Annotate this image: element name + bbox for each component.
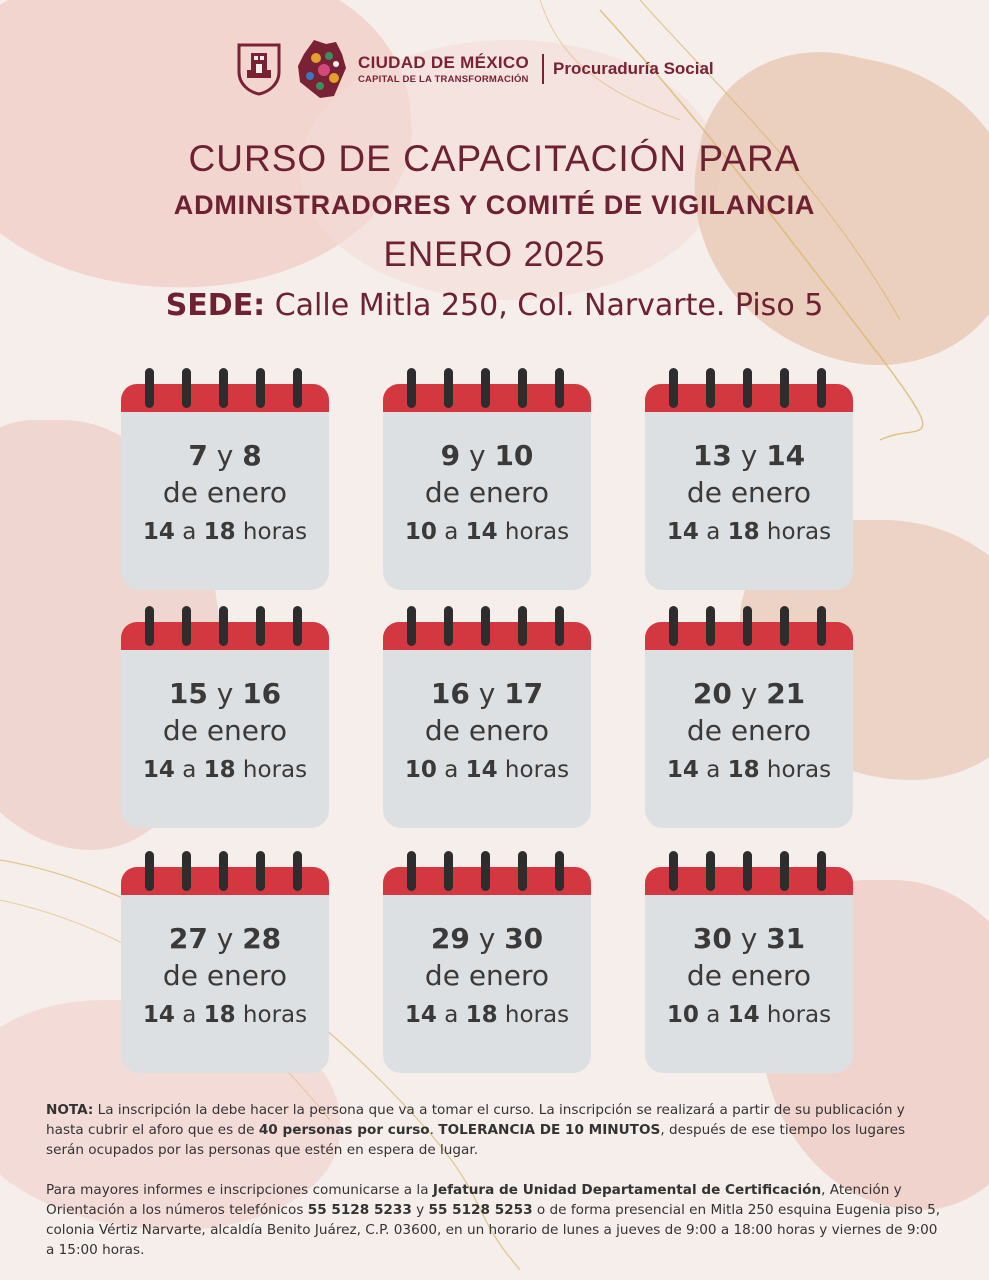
day-joiner: y — [469, 677, 505, 710]
day-end: 10 — [494, 439, 534, 472]
day-start: 30 — [692, 922, 732, 955]
session-hours — [383, 750, 591, 790]
calendar-ring — [518, 851, 527, 891]
day-joiner: y — [207, 439, 243, 472]
session-days — [383, 438, 591, 474]
calendar-ring — [743, 606, 752, 646]
calendar-ring — [743, 851, 752, 891]
info-text: y — [411, 1202, 429, 1218]
session-hours — [383, 512, 591, 552]
hours-label: horas — [235, 757, 308, 783]
session-days — [645, 438, 853, 474]
hour-end: 14 — [465, 519, 498, 545]
hour-start: 10 — [666, 1002, 699, 1028]
calendar-ring — [743, 368, 752, 408]
calendar-ring — [780, 851, 789, 891]
calendar-ring — [182, 606, 191, 646]
calendar-ring — [669, 368, 678, 408]
session-month: de enero — [686, 714, 812, 747]
calendar-ring — [444, 606, 453, 646]
info-text: , Atención y Orientación a los números telefónicos — [46, 1182, 902, 1218]
hours-label: horas — [759, 519, 832, 545]
calendar-ring — [407, 368, 416, 408]
hour-start: 14 — [666, 519, 699, 545]
hour-joiner: a — [436, 519, 466, 545]
department-name: Procuraduría Social — [553, 59, 714, 78]
day-joiner: y — [731, 439, 767, 472]
info-text: o de forma presencial en Mitla 250 esquina Eugenia piso 5, colonia Vértiz Narvarte, alcaldía Benito Juárez, C.P. 03600, en un horario de lunes a jueves de 9:00 a 18:00 horas y viernes de 9:00 a 15:00 horas. — [46, 1202, 941, 1258]
hour-joiner: a — [436, 1002, 466, 1028]
calendar-ring — [219, 851, 228, 891]
hours-label: horas — [235, 1002, 308, 1028]
note-text: La inscripción la debe hacer la persona que va a tomar el curso. La inscripción se realizará a partir de su publicación y hasta cubrir el aforo que es de — [46, 1102, 905, 1138]
calendar-ring — [293, 368, 302, 408]
calendar-ring — [444, 851, 453, 891]
session-month: de enero — [162, 714, 288, 747]
session-details — [645, 438, 853, 552]
info-phone-2: 55 5128 5253 — [428, 1202, 533, 1218]
calendar-ring — [706, 606, 715, 646]
session-hours — [645, 512, 853, 552]
hour-start: 14 — [404, 1002, 437, 1028]
venue-label: SEDE: — [165, 288, 266, 323]
hour-start: 10 — [404, 757, 437, 783]
hour-end: 14 — [465, 757, 498, 783]
calendar-ring — [518, 368, 527, 408]
calendar-ring — [256, 606, 265, 646]
day-end: 30 — [504, 922, 544, 955]
calendar-ring — [145, 606, 154, 646]
note-label: NOTA: — [46, 1102, 94, 1118]
calendar-ring — [444, 368, 453, 408]
hours-label: horas — [759, 1002, 832, 1028]
day-joiner: y — [460, 439, 495, 472]
title-line-2: ADMINISTRADORES Y COMITÉ DE VIGILANCIA — [173, 190, 816, 220]
venue-address: Calle Mitla 250, Col. Narvarte. Piso 5 — [265, 288, 824, 323]
session-hours — [645, 750, 853, 790]
cdmx-shield-icon — [236, 42, 282, 96]
calendar-ring — [219, 368, 228, 408]
calendar-card — [645, 606, 853, 828]
hour-end: 18 — [727, 757, 760, 783]
hours-label: horas — [497, 757, 570, 783]
session-details — [645, 676, 853, 790]
title-month: ENERO 2025 — [383, 235, 606, 274]
hours-label: horas — [497, 1002, 570, 1028]
day-joiner: y — [207, 677, 243, 710]
note-tolerance: TOLERANCIA DE 10 MINUTOS — [438, 1122, 661, 1138]
day-end: 28 — [242, 922, 282, 955]
hour-joiner: a — [698, 1002, 728, 1028]
session-hours — [121, 750, 329, 790]
session-hours — [121, 512, 329, 552]
note-text: , después de ese tiempo los lugares serán ocupados por las personas que estén en espera de lugar. — [46, 1122, 906, 1158]
calendar-ring — [219, 606, 228, 646]
session-month: de enero — [686, 959, 812, 992]
session-details — [383, 676, 591, 790]
contact-info — [46, 1180, 944, 1260]
calendar-card — [645, 368, 853, 590]
calendar-ring — [518, 606, 527, 646]
day-joiner: y — [731, 922, 767, 955]
hour-joiner: a — [436, 757, 466, 783]
calendar-ring — [669, 851, 678, 891]
calendar-card — [383, 368, 591, 590]
day-start: 20 — [692, 677, 732, 710]
calendar-ring — [256, 368, 265, 408]
info-department: Jefatura de Unidad Departamental de Certificación — [432, 1182, 822, 1198]
hour-joiner: a — [174, 757, 204, 783]
day-start: 9 — [440, 439, 461, 472]
session-days — [383, 676, 591, 712]
day-joiner: y — [207, 922, 243, 955]
calendar-card — [121, 851, 329, 1073]
cdmx-map-logo-icon — [296, 38, 348, 100]
day-start: 29 — [430, 922, 470, 955]
calendar-card — [645, 851, 853, 1073]
hour-joiner: a — [174, 519, 204, 545]
hours-label: horas — [497, 519, 570, 545]
brand-title: CIUDAD DE MÉXICO — [358, 53, 530, 72]
session-hours — [383, 995, 591, 1035]
calendar-ring — [293, 606, 302, 646]
calendar-ring — [780, 606, 789, 646]
day-joiner: y — [731, 677, 767, 710]
header-divider — [542, 54, 544, 84]
calendar-ring — [669, 606, 678, 646]
hour-end: 18 — [727, 519, 760, 545]
session-details — [121, 438, 329, 552]
calendar-ring — [481, 851, 490, 891]
calendar-ring — [817, 851, 826, 891]
hour-end: 18 — [203, 757, 236, 783]
info-phone-1: 55 5128 5233 — [307, 1202, 412, 1218]
registration-note — [46, 1100, 944, 1160]
calendar-ring — [481, 606, 490, 646]
session-details — [121, 676, 329, 790]
day-start: 27 — [168, 922, 208, 955]
session-details — [121, 921, 329, 1035]
brand-subtitle: CAPITAL DE LA TRANSFORMACIÓN — [358, 74, 529, 85]
calendar-card — [383, 606, 591, 828]
session-details — [383, 438, 591, 552]
day-start: 13 — [692, 439, 732, 472]
session-hours — [645, 995, 853, 1035]
session-days — [645, 921, 853, 957]
calendar-ring — [706, 368, 715, 408]
calendar-card — [121, 606, 329, 828]
calendar-ring — [817, 606, 826, 646]
day-end: 14 — [766, 439, 806, 472]
calendar-ring — [780, 368, 789, 408]
hour-start: 10 — [404, 519, 437, 545]
day-end: 31 — [766, 922, 806, 955]
hour-joiner: a — [698, 757, 728, 783]
calendar-ring — [706, 851, 715, 891]
day-end: 16 — [242, 677, 282, 710]
session-month: de enero — [424, 476, 550, 509]
session-month: de enero — [162, 959, 288, 992]
hour-start: 14 — [666, 757, 699, 783]
day-start: 15 — [168, 677, 208, 710]
day-start: 16 — [430, 677, 470, 710]
session-month: de enero — [424, 959, 550, 992]
day-joiner: y — [469, 922, 505, 955]
calendar-card — [383, 851, 591, 1073]
session-details — [645, 921, 853, 1035]
note-text: . — [429, 1122, 439, 1138]
calendar-ring — [182, 368, 191, 408]
session-month: de enero — [162, 476, 288, 509]
session-days — [121, 921, 329, 957]
calendar-ring — [555, 606, 564, 646]
day-start: 7 — [188, 439, 208, 472]
venue — [0, 288, 989, 323]
title-line-1: CURSO DE CAPACITACIÓN PARA — [188, 138, 801, 179]
session-days — [121, 676, 329, 712]
hour-end: 18 — [203, 1002, 236, 1028]
header — [236, 38, 714, 100]
session-month: de enero — [424, 714, 550, 747]
calendar-ring — [182, 851, 191, 891]
hour-end: 18 — [203, 519, 236, 545]
hour-joiner: a — [174, 1002, 204, 1028]
calendar-ring — [256, 851, 265, 891]
calendar-ring — [145, 368, 154, 408]
hour-start: 14 — [142, 519, 175, 545]
calendar-ring — [555, 368, 564, 408]
calendar-ring — [407, 606, 416, 646]
hour-joiner: a — [698, 519, 728, 545]
hour-start: 14 — [142, 1002, 175, 1028]
calendar-ring — [817, 368, 826, 408]
calendar-ring — [555, 851, 564, 891]
session-days — [121, 438, 329, 474]
info-text: Para mayores informes e inscripciones comunicarse a la — [46, 1182, 433, 1198]
calendar-ring — [145, 851, 154, 891]
day-end: 21 — [766, 677, 806, 710]
session-details — [383, 921, 591, 1035]
session-hours — [121, 995, 329, 1035]
day-end: 8 — [242, 439, 262, 472]
session-month: de enero — [686, 476, 812, 509]
note-capacity: 40 personas por curso — [258, 1122, 430, 1138]
brand-block — [358, 53, 529, 85]
calendar-ring — [293, 851, 302, 891]
calendar-ring — [481, 368, 490, 408]
calendar-card — [121, 368, 329, 590]
hour-start: 14 — [142, 757, 175, 783]
hour-end: 18 — [465, 1002, 498, 1028]
hours-label: horas — [235, 519, 308, 545]
day-end: 17 — [504, 677, 544, 710]
hours-label: horas — [759, 757, 832, 783]
session-days — [383, 921, 591, 957]
calendar-ring — [407, 851, 416, 891]
hour-end: 14 — [727, 1002, 760, 1028]
session-days — [645, 676, 853, 712]
